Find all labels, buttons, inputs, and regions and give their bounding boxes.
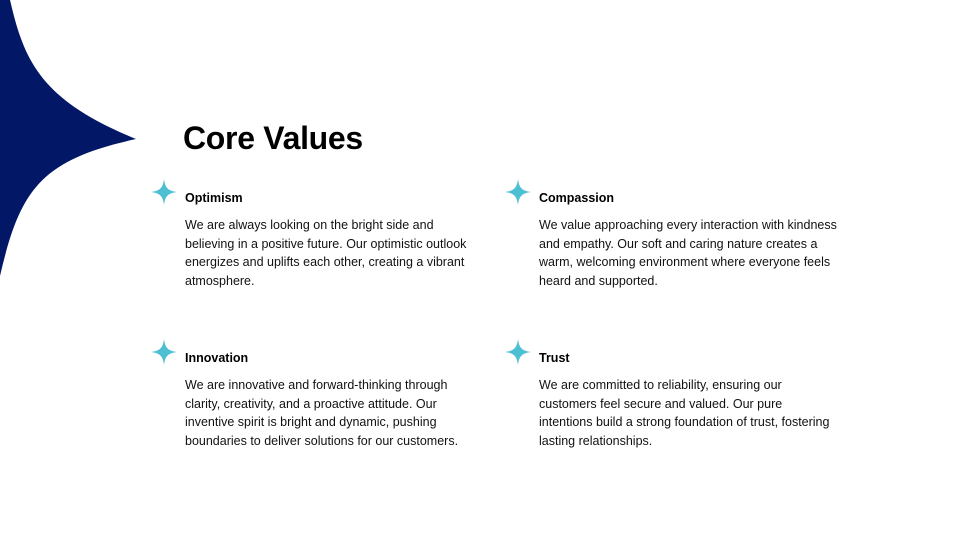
value-heading: Optimism	[185, 191, 243, 205]
value-description: We are innovative and forward-thinking through clarity, creativity, and a proactive attitude. Our inventive spirit is bright and dynamic, pushing boundaries to deliver solutions for our customers.	[185, 378, 459, 448]
value-card-compassion	[539, 190, 839, 290]
value-card-optimism	[185, 190, 485, 290]
value-description: We value approaching every interaction with kindness and empathy. Our soft and caring nature creates a warm, welcoming environment where everyone feels heard and supported.	[539, 218, 837, 288]
value-description: We are committed to reliability, ensuring our customers feel secure and valued. Our pure intentions build a strong foundation of trust, fostering lasting relationships.	[539, 378, 830, 448]
value-description: We are always looking on the bright side and believing in a positive future. Our optimistic outlook energizes and uplifts each other, creating a vibrant atmosphere.	[185, 218, 467, 288]
sparkle-icon	[151, 339, 177, 365]
page-title: Core Values	[183, 120, 363, 156]
sparkle-icon	[151, 179, 177, 205]
sparkle-icon	[505, 339, 531, 365]
value-heading: Innovation	[185, 351, 249, 365]
navy-star-shape-decoration	[0, 0, 140, 280]
value-card-trust	[539, 350, 839, 450]
sparkle-icon	[505, 179, 531, 205]
value-card-innovation	[185, 350, 475, 450]
value-heading: Trust	[539, 351, 570, 365]
value-heading: Compassion	[539, 191, 615, 205]
